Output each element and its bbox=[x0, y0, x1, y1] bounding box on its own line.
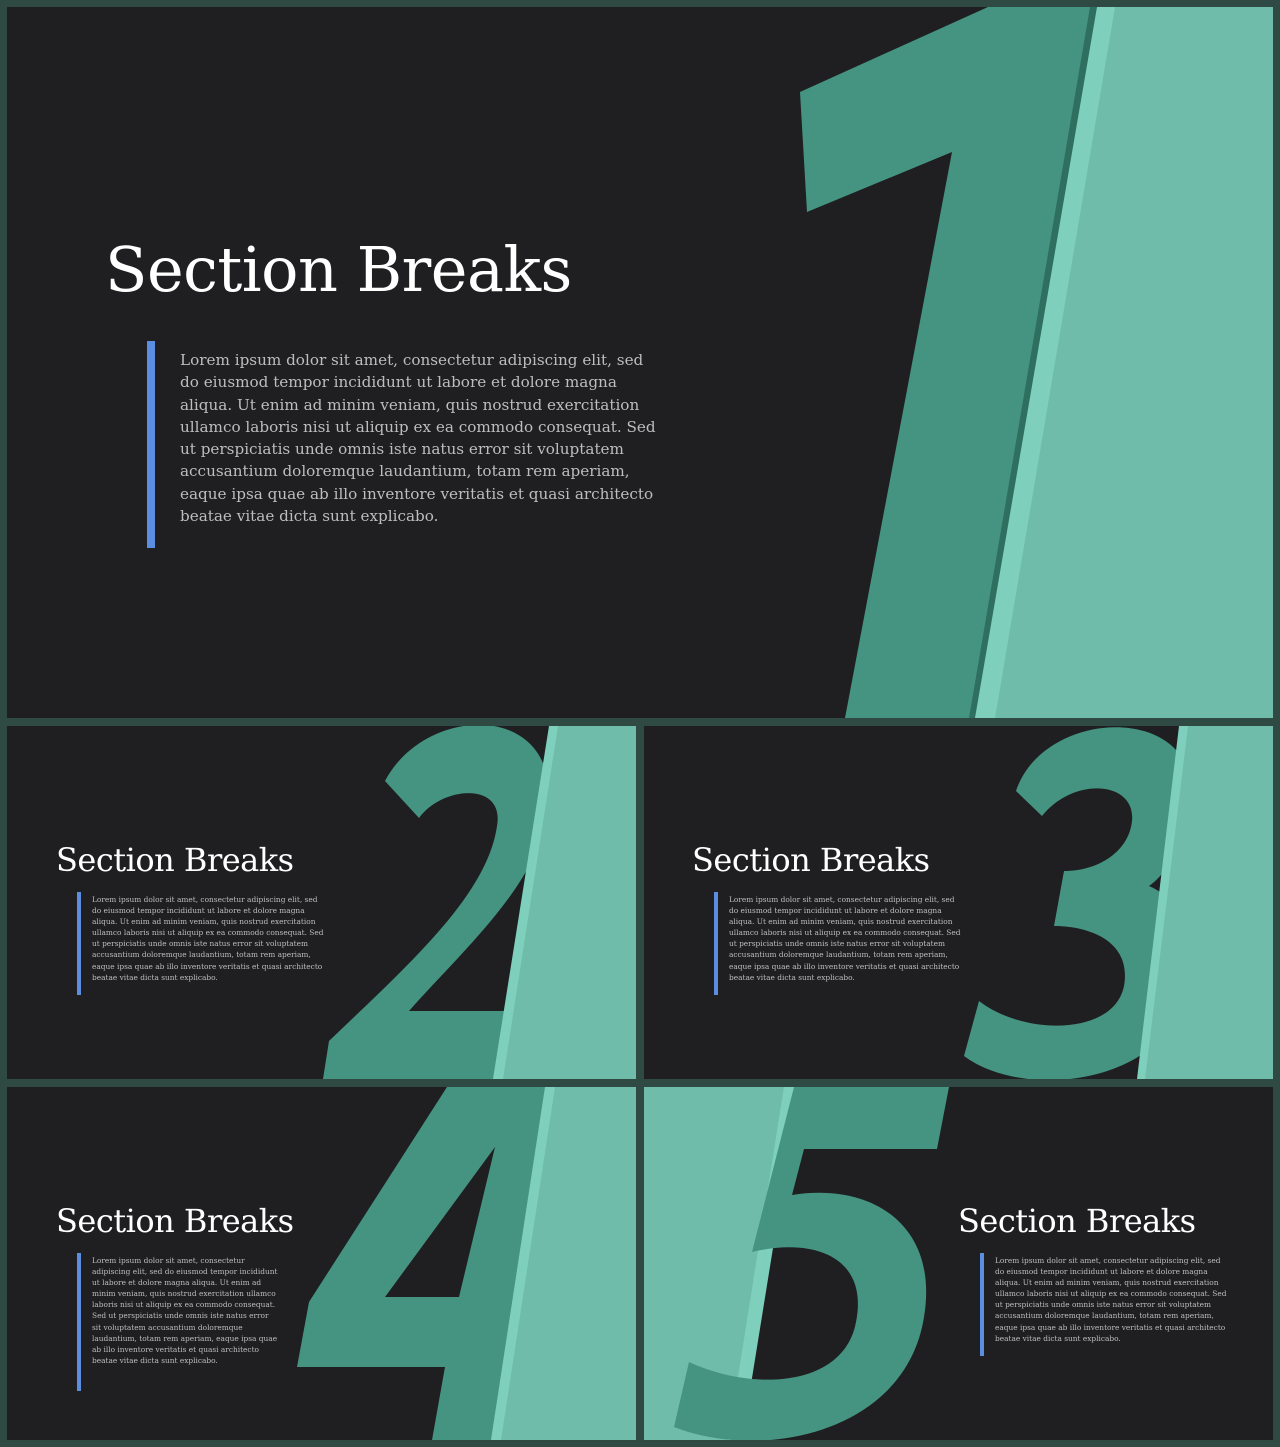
body-block bbox=[980, 1253, 1240, 1356]
slide-title: Section Breaks bbox=[692, 841, 930, 879]
slide-title: Section Breaks bbox=[958, 1202, 1196, 1240]
accent-bar bbox=[147, 341, 155, 548]
accent-bar bbox=[77, 892, 81, 995]
slide-5[interactable] bbox=[644, 1087, 1273, 1440]
body-text: Lorem ipsum dolor sit amet, consectetur adipiscing elit, sed do eiusmod tempor incididunt ut labore et dolore magna aliqua. Ut enim ad minim veniam, quis nostrud exercitation ullamco laboris nisi ut aliquip ex ea commodo consequat. Sed ut perspiciatis unde omnis iste natus error sit voluptatem accusantium doloremque laudantium, totam rem aperiam, eaque ipsa quae ab illo inventore veritatis et quasi architecto beatae vitae dicta sunt explicabo. bbox=[995, 1256, 1227, 1343]
accent-bar bbox=[980, 1253, 984, 1356]
body-text: Lorem ipsum dolor sit amet, consectetur adipiscing elit, sed do eiusmod tempor incididunt ut labore et dolore magna aliqua. Ut enim ad minim veniam, quis nostrud exercitation ullamco laboris nisi ut aliquip ex ea commodo consequat. Sed ut perspiciatis unde omnis iste natus error sit voluptatem accusantium doloremque laudantium, totam rem aperiam, eaque ipsa quae ab illo inventore veritatis et quasi architecto beatae vitae dicta sunt explicabo. bbox=[729, 895, 961, 982]
slide-1[interactable] bbox=[7, 7, 1273, 718]
slide-3[interactable] bbox=[644, 726, 1273, 1079]
body-text: Lorem ipsum dolor sit amet, consectetur adipiscing elit, sed do eiusmod tempor incididunt ut labore et dolore magna aliqua. Ut enim ad minim veniam, quis nostrud exercitation ullamco laboris nisi ut aliquip ex ea commodo consequat. Sed ut perspiciatis unde omnis iste natus error sit voluptatem accusantium doloremque laudantium, totam rem aperiam, eaque ipsa quae ab illo inventore veritatis et quasi architecto beatae vitae dicta sunt explicabo. bbox=[180, 351, 656, 526]
body-text: Lorem ipsum dolor sit amet, consectetur adipiscing elit, sed do eiusmod tempor incididunt ut labore et dolore magna aliqua. Ut enim ad minim veniam, quis nostrud exercitation ullamco laboris nisi ut aliquip ex ea commodo consequat. Sed ut perspiciatis unde omnis iste natus error sit voluptatem accusantium doloremque laudantium, totam rem aperiam, eaque ipsa quae ab illo inventore veritatis et quasi architecto beatae vitae dicta sunt explicabo. bbox=[92, 1256, 278, 1365]
body-text: Lorem ipsum dolor sit amet, consectetur adipiscing elit, sed do eiusmod tempor incididunt ut labore et dolore magna aliqua. Ut enim ad minim veniam, quis nostrud exercitation ullamco laboris nisi ut aliquip ex ea commodo consequat. Sed ut perspiciatis unde omnis iste natus error sit voluptatem accusantium doloremque laudantium, totam rem aperiam, eaque ipsa quae ab illo inventore veritatis et quasi architecto beatae vitae dicta sunt explicabo. bbox=[92, 895, 324, 982]
slide-4[interactable] bbox=[7, 1087, 636, 1440]
slide-title: Section Breaks bbox=[56, 1202, 294, 1240]
body-block bbox=[714, 892, 974, 995]
body-block bbox=[147, 341, 667, 548]
body-block bbox=[77, 1253, 277, 1391]
slide-title: Section Breaks bbox=[56, 841, 294, 879]
accent-bar bbox=[77, 1253, 81, 1391]
body-block bbox=[77, 892, 337, 995]
accent-bar bbox=[714, 892, 718, 995]
slide-2[interactable] bbox=[7, 726, 636, 1079]
slide-title: Section Breaks bbox=[105, 233, 572, 306]
